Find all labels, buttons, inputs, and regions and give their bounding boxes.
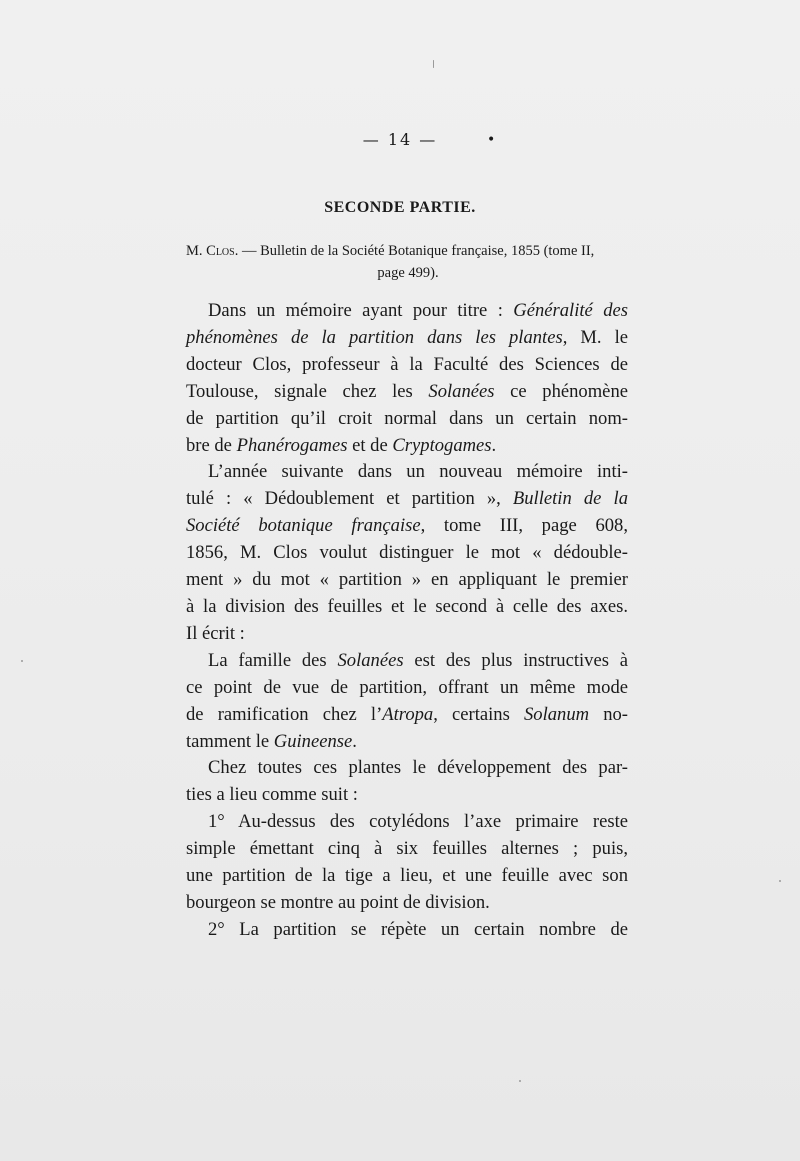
text-run: ce phénomène [494, 380, 628, 402]
text-run: 1856, M. Clos voulut distinguer le mot « dédouble- [186, 542, 628, 564]
italic-run: Solanées [337, 649, 404, 671]
text-line [186, 513, 628, 540]
text-line [186, 406, 628, 433]
text-line [186, 755, 628, 782]
italic-run: Phanérogames [236, 434, 348, 456]
text-line [186, 836, 628, 863]
paragraph [186, 917, 628, 944]
citation [186, 240, 630, 284]
text-run: tamment le [186, 730, 274, 752]
text-run: bourgeon se montre au point de division. [186, 891, 490, 913]
text-run: , M. le [562, 326, 628, 348]
text-line [186, 782, 628, 809]
text-run: Il écrit : [186, 622, 245, 644]
text-line [186, 325, 628, 352]
text-line [186, 917, 628, 944]
text-line [186, 433, 628, 460]
text-run: bre de [186, 434, 237, 456]
text-line [186, 621, 628, 648]
text-line [186, 890, 628, 917]
text-run: . [491, 434, 497, 456]
text-line [186, 379, 628, 406]
text-line [186, 702, 628, 729]
citation-text: — Bulletin de la Société Botanique française, 1855 (tome II, [241, 243, 595, 259]
text-run: à la division des feuilles et le second à celle des axes. [186, 595, 628, 617]
text-run: de ramification chez l’ [186, 703, 383, 725]
text-run: La famille des [208, 649, 338, 671]
speck [21, 660, 23, 662]
text-line [186, 567, 628, 594]
italic-run: phénomènes de la partition dans les plantes [186, 326, 563, 348]
text-run: ce point de vue de partition, offrant un même mode [186, 676, 628, 698]
text-run: , certains [433, 703, 524, 725]
text-run: de partition qu’il croit normal dans un certain nom- [186, 407, 628, 429]
text-line [186, 594, 628, 621]
speck [519, 1080, 521, 1082]
text-line [186, 298, 628, 325]
text-line [186, 809, 628, 836]
italic-run: Société botanique française [186, 515, 421, 537]
text-run: 2° La partition se répète un certain nombre de [208, 918, 628, 940]
text-line [186, 486, 628, 513]
text-run: une partition de la tige a lieu, et une feuille avec son [186, 865, 628, 887]
paragraph [186, 755, 628, 809]
paragraph [186, 809, 628, 917]
paragraph [186, 298, 628, 459]
speck [433, 60, 434, 68]
text-run: docteur Clos, professeur à la Faculté des Sciences de [186, 353, 628, 375]
citation-continuation: page 499). [377, 265, 439, 281]
text-line [186, 648, 628, 675]
section-title: SECONDE PARTIE. [324, 199, 476, 216]
speck [779, 880, 781, 882]
italic-run: Bulletin de la [512, 488, 628, 510]
text-line [186, 675, 628, 702]
text-run: et de [347, 434, 393, 456]
italic-run: Cryptogames [392, 434, 492, 456]
citation-author: M. Clos. [186, 243, 239, 259]
text-line [186, 540, 628, 567]
text-line [186, 863, 628, 890]
text-run: ment » du mot « partition » en appliquant le premier [186, 569, 628, 591]
italic-run: Solanées [428, 380, 495, 402]
italic-run: Solanum [523, 703, 590, 725]
italic-run: Généralité des [513, 300, 628, 321]
text-run: ties a lieu comme suit : [186, 784, 358, 806]
paragraph [186, 459, 628, 647]
text-line [186, 729, 628, 756]
text-run: , tome III, page 608, [420, 515, 628, 537]
text-run: Toulouse, signale chez les [186, 380, 429, 402]
text-run: est des plus instructives à [403, 649, 629, 671]
body-text [186, 298, 628, 944]
folio-mark: • [487, 132, 498, 148]
text-run: L’année suivante dans un nouveau mémoire inti- [208, 461, 628, 483]
text-run: Chez toutes ces plantes le développement des par- [208, 757, 628, 779]
text-line [186, 459, 628, 486]
text-line [186, 352, 628, 379]
italic-run: Guineense [273, 730, 353, 752]
text-run: Dans un mémoire ayant pour titre : [208, 300, 514, 321]
page-number [0, 130, 800, 149]
text-run: tulé : « Dédoublement et partition », [186, 488, 513, 510]
text-run: . [352, 730, 357, 752]
text-run: no- [589, 703, 628, 725]
paragraph [186, 648, 628, 756]
text-run: simple émettant cinq à six feuilles alternes ; puis, [186, 838, 628, 860]
folio-text: — 14 — [362, 130, 438, 149]
italic-run: Atropa [382, 703, 434, 725]
text-run: 1° Au-dessus des cotylédons l’axe primaire reste [208, 811, 628, 833]
